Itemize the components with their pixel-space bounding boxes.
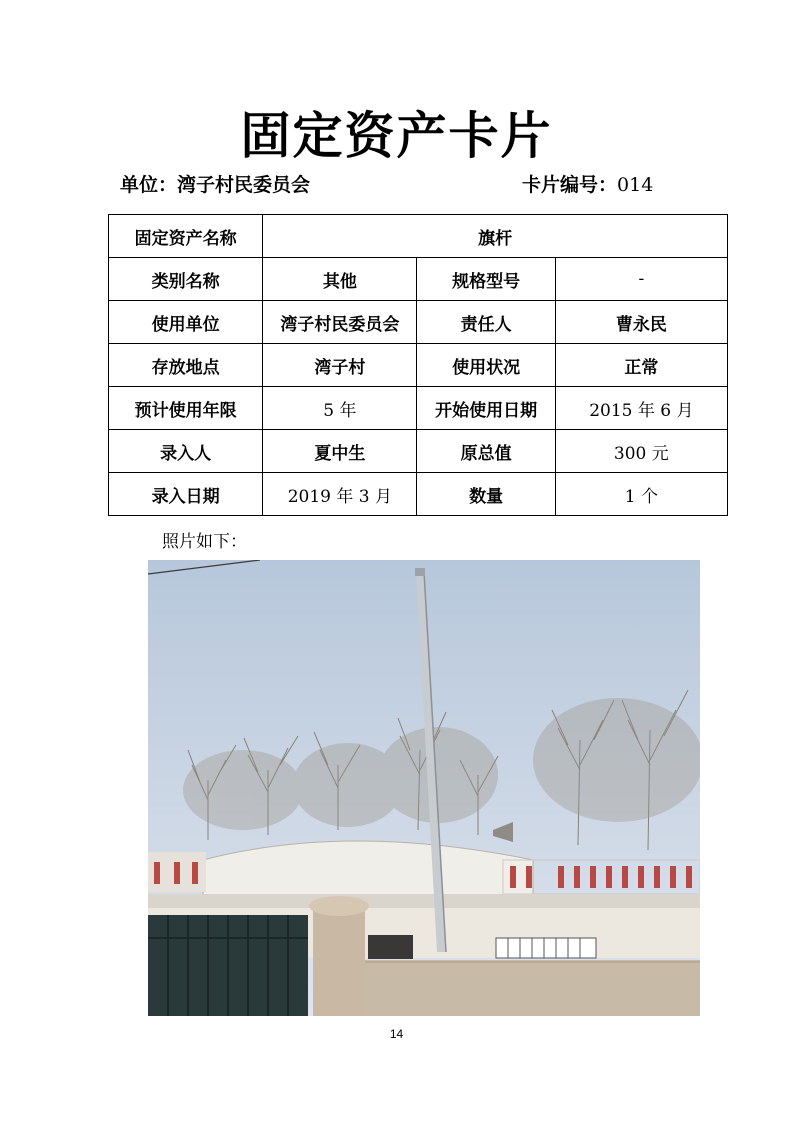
entry-date-value: 2019 年 3 月 (263, 473, 417, 516)
table-row (109, 387, 728, 430)
responsible-label: 责任人 (417, 301, 555, 344)
table-row (109, 344, 728, 387)
asset-name-value: 旗杆 (263, 215, 728, 258)
page-number: 14 (389, 1027, 404, 1041)
table-row (109, 473, 728, 516)
location-label: 存放地点 (109, 344, 263, 387)
entry-date-label: 录入日期 (109, 473, 263, 516)
table-row (109, 430, 728, 473)
responsible-value: 曹永民 (555, 301, 727, 344)
quantity-value: 1 个 (555, 473, 727, 516)
asset-name-label: 固定资产名称 (109, 215, 263, 258)
original-value-label: 原总值 (417, 430, 555, 473)
spec-value: - (555, 258, 727, 301)
page-title: 固定资产卡片 (240, 107, 553, 165)
category-label: 类别名称 (109, 258, 263, 301)
entered-by-label: 录入人 (109, 430, 263, 473)
flagpole-photo (148, 560, 700, 1016)
user-unit-label: 使用单位 (109, 301, 263, 344)
quantity-label: 数量 (417, 473, 555, 516)
card-number-line (522, 170, 653, 197)
unit-line: 单位：湾子村民委员会 (120, 174, 311, 196)
status-label: 使用状况 (417, 344, 555, 387)
card-number-value: 014 (617, 174, 654, 196)
start-date-value: 2015 年 6 月 (555, 387, 727, 430)
table-row (109, 301, 728, 344)
table-row (109, 215, 728, 258)
category-value: 其他 (263, 258, 417, 301)
start-date-label: 开始使用日期 (417, 387, 555, 430)
spec-label: 规格型号 (417, 258, 555, 301)
photo-caption: 照片如下： (162, 532, 247, 552)
life-value: 5 年 (263, 387, 417, 430)
original-value-value: 300 元 (555, 430, 727, 473)
life-label: 预计使用年限 (109, 387, 263, 430)
entered-by-value: 夏中生 (263, 430, 417, 473)
status-value: 正常 (555, 344, 727, 387)
card-number-label: 卡片编号： (522, 174, 618, 196)
user-unit-value: 湾子村民委员会 (263, 301, 417, 344)
table-row (109, 258, 728, 301)
asset-card-table (108, 214, 728, 516)
location-value: 湾子村 (263, 344, 417, 387)
